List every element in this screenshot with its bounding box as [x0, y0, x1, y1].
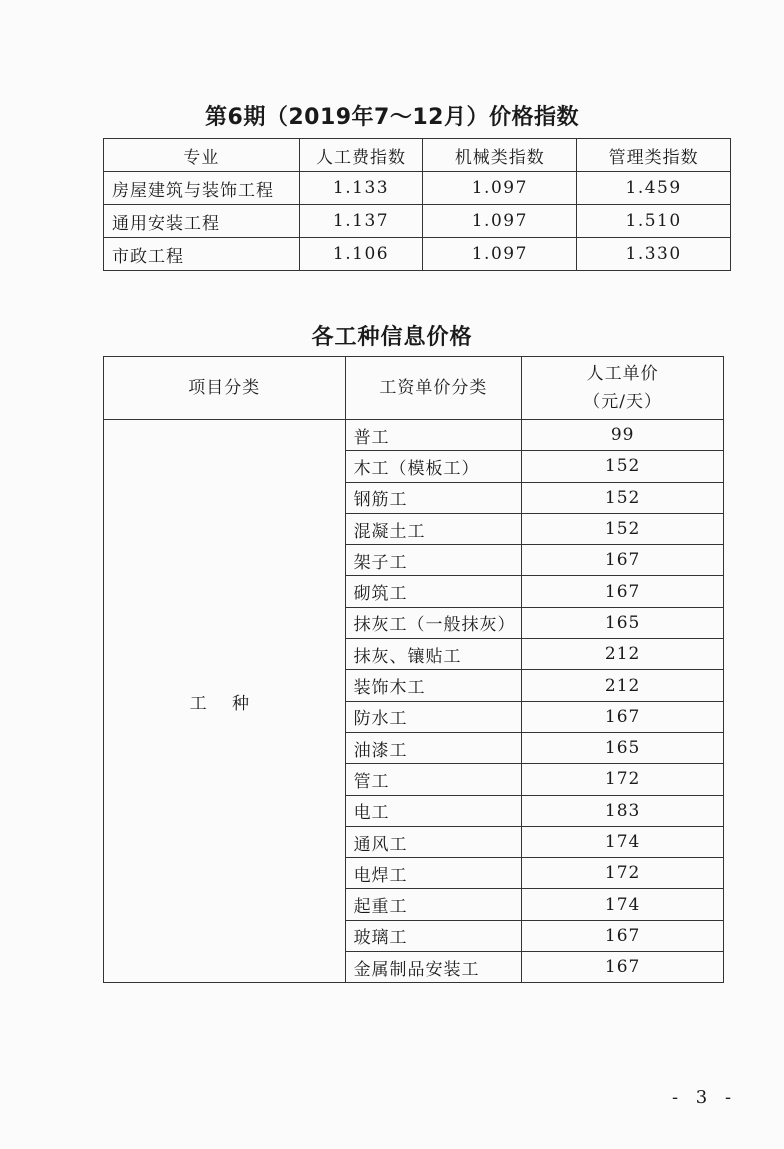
- price-index-table: [103, 138, 731, 271]
- header-labor-index: 人工费指数: [299, 139, 423, 172]
- wage-price-table: [103, 356, 724, 983]
- job-name: 抹灰、镶贴工: [345, 639, 522, 670]
- table-row: [104, 238, 731, 271]
- header-category: 项目分类: [104, 357, 346, 420]
- specialty-name: 通用安装工程: [104, 205, 300, 238]
- job-price: 152: [522, 451, 724, 482]
- job-price: 152: [522, 482, 724, 513]
- job-price: 152: [522, 513, 724, 544]
- job-price: 174: [522, 826, 724, 857]
- table-row: [104, 172, 731, 205]
- job-name: 通风工: [345, 826, 522, 857]
- job-price: 167: [522, 545, 724, 576]
- header-management-index: 管理类指数: [577, 139, 731, 172]
- specialty-name: 市政工程: [104, 238, 300, 271]
- job-price: 99: [522, 420, 724, 451]
- job-name: 普工: [345, 420, 522, 451]
- specialty-name: 房屋建筑与装饰工程: [104, 172, 300, 205]
- job-price: 167: [522, 701, 724, 732]
- header-unit-price-line2: （元/天）: [583, 392, 663, 412]
- job-price: 167: [522, 576, 724, 607]
- job-price: 165: [522, 607, 724, 638]
- job-name: 起重工: [345, 889, 522, 920]
- category-cell: 工 种: [104, 420, 346, 983]
- header-unit-price: [522, 357, 724, 420]
- labor-index-value: 1.106: [299, 238, 423, 271]
- job-price: 212: [522, 670, 724, 701]
- job-name: 混凝土工: [345, 513, 522, 544]
- job-name: 防水工: [345, 701, 522, 732]
- job-name: 砌筑工: [345, 576, 522, 607]
- table-header-row: [104, 357, 724, 420]
- job-name: 金属制品安装工: [345, 952, 522, 983]
- job-name: 装饰木工: [345, 670, 522, 701]
- header-unit-price-line1: 人工单价: [586, 364, 659, 384]
- job-price: 167: [522, 920, 724, 951]
- header-machine-index: 机械类指数: [423, 139, 577, 172]
- job-name: 油漆工: [345, 732, 522, 763]
- job-price: 172: [522, 764, 724, 795]
- price-index-title: 第6期（2019年7～12月）价格指数: [205, 105, 579, 130]
- page-number: - 3 -: [672, 1087, 738, 1108]
- management-index-value: 1.510: [577, 205, 731, 238]
- labor-index-value: 1.133: [299, 172, 423, 205]
- table-row: [104, 205, 731, 238]
- machine-index-value: 1.097: [423, 172, 577, 205]
- management-index-value: 1.459: [577, 172, 731, 205]
- management-index-value: 1.330: [577, 238, 731, 271]
- machine-index-value: 1.097: [423, 205, 577, 238]
- job-price: 172: [522, 858, 724, 889]
- job-price: 167: [522, 952, 724, 983]
- job-name: 架子工: [345, 545, 522, 576]
- job-price: 183: [522, 795, 724, 826]
- job-name: 抹灰工（一般抹灰）: [345, 607, 522, 638]
- job-name: 管工: [345, 764, 522, 795]
- job-name: 木工（模板工）: [345, 451, 522, 482]
- job-price: 165: [522, 732, 724, 763]
- job-name: 电工: [345, 795, 522, 826]
- wage-price-title: 各工种信息价格: [311, 325, 473, 350]
- job-name: 玻璃工: [345, 920, 522, 951]
- job-name: 电焊工: [345, 858, 522, 889]
- labor-index-value: 1.137: [299, 205, 423, 238]
- header-wage-class: 工资单价分类: [345, 357, 522, 420]
- table-row: [104, 420, 724, 451]
- header-specialty: 专业: [104, 139, 300, 172]
- table-header-row: [104, 139, 731, 172]
- job-price: 212: [522, 639, 724, 670]
- machine-index-value: 1.097: [423, 238, 577, 271]
- job-name: 钢筋工: [345, 482, 522, 513]
- job-price: 174: [522, 889, 724, 920]
